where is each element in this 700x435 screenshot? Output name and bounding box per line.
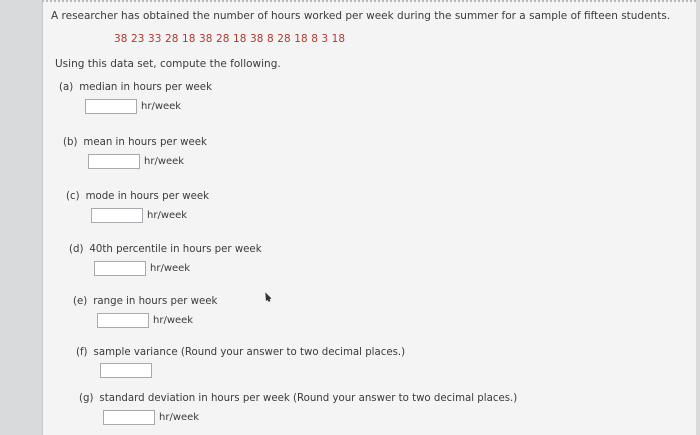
part-d-letter: (d) [69,244,84,255]
part-a-label [59,82,212,93]
variance-input[interactable] [100,363,152,378]
data-set: 38 23 33 28 18 38 28 18 38 8 28 18 8 3 18 [114,33,346,45]
part-f-text: sample variance (Round your answer to two decimal places.) [93,347,406,358]
part-d-text: 40th percentile in hours per week [89,244,262,255]
part-b-text: mean in hours per week [83,137,207,148]
median-input[interactable] [85,99,137,114]
part-f-letter: (f) [76,347,88,358]
part-g-label [79,393,517,404]
part-d-label [69,244,262,255]
part-d-answer [94,261,190,276]
mode-unit: hr/week [147,210,188,221]
part-f-label [76,347,405,358]
part-b-letter: (b) [63,137,78,148]
part-f-answer [100,363,152,378]
mode-input[interactable] [91,208,143,223]
percentile-input[interactable] [94,261,146,276]
mouse-cursor-icon [263,291,272,301]
part-c-letter: (c) [66,191,80,202]
range-input[interactable] [97,313,149,328]
part-a-answer [85,99,181,114]
part-b-label [63,137,207,148]
part-a-letter: (a) [59,82,74,93]
part-b-answer [88,154,184,169]
std-dev-unit: hr/week [159,412,200,423]
question-panel [42,0,696,435]
part-g-letter: (g) [79,393,94,404]
part-g-text: standard deviation in hours per week (Round your answer to two decimal places.) [99,393,518,404]
percentile-unit: hr/week [150,263,191,274]
part-e-letter: (e) [73,296,88,307]
range-unit: hr/week [153,315,194,326]
part-e-label [73,296,217,307]
mean-unit: hr/week [144,156,185,167]
std-dev-input[interactable] [103,410,155,425]
part-c-text: mode in hours per week [85,191,210,202]
part-c-answer [91,208,187,223]
part-a-text: median in hours per week [79,82,212,93]
part-c-label [66,191,209,202]
median-unit: hr/week [141,101,182,112]
part-e-text: range in hours per week [93,296,218,307]
instruction-text: Using this data set, compute the following. [55,58,281,70]
part-e-answer [97,313,193,328]
part-g-answer [103,410,199,425]
mean-input[interactable] [88,154,140,169]
question-intro: A researcher has obtained the number of hours worked per week during the summer for a sample of fifteen students. [51,10,671,22]
